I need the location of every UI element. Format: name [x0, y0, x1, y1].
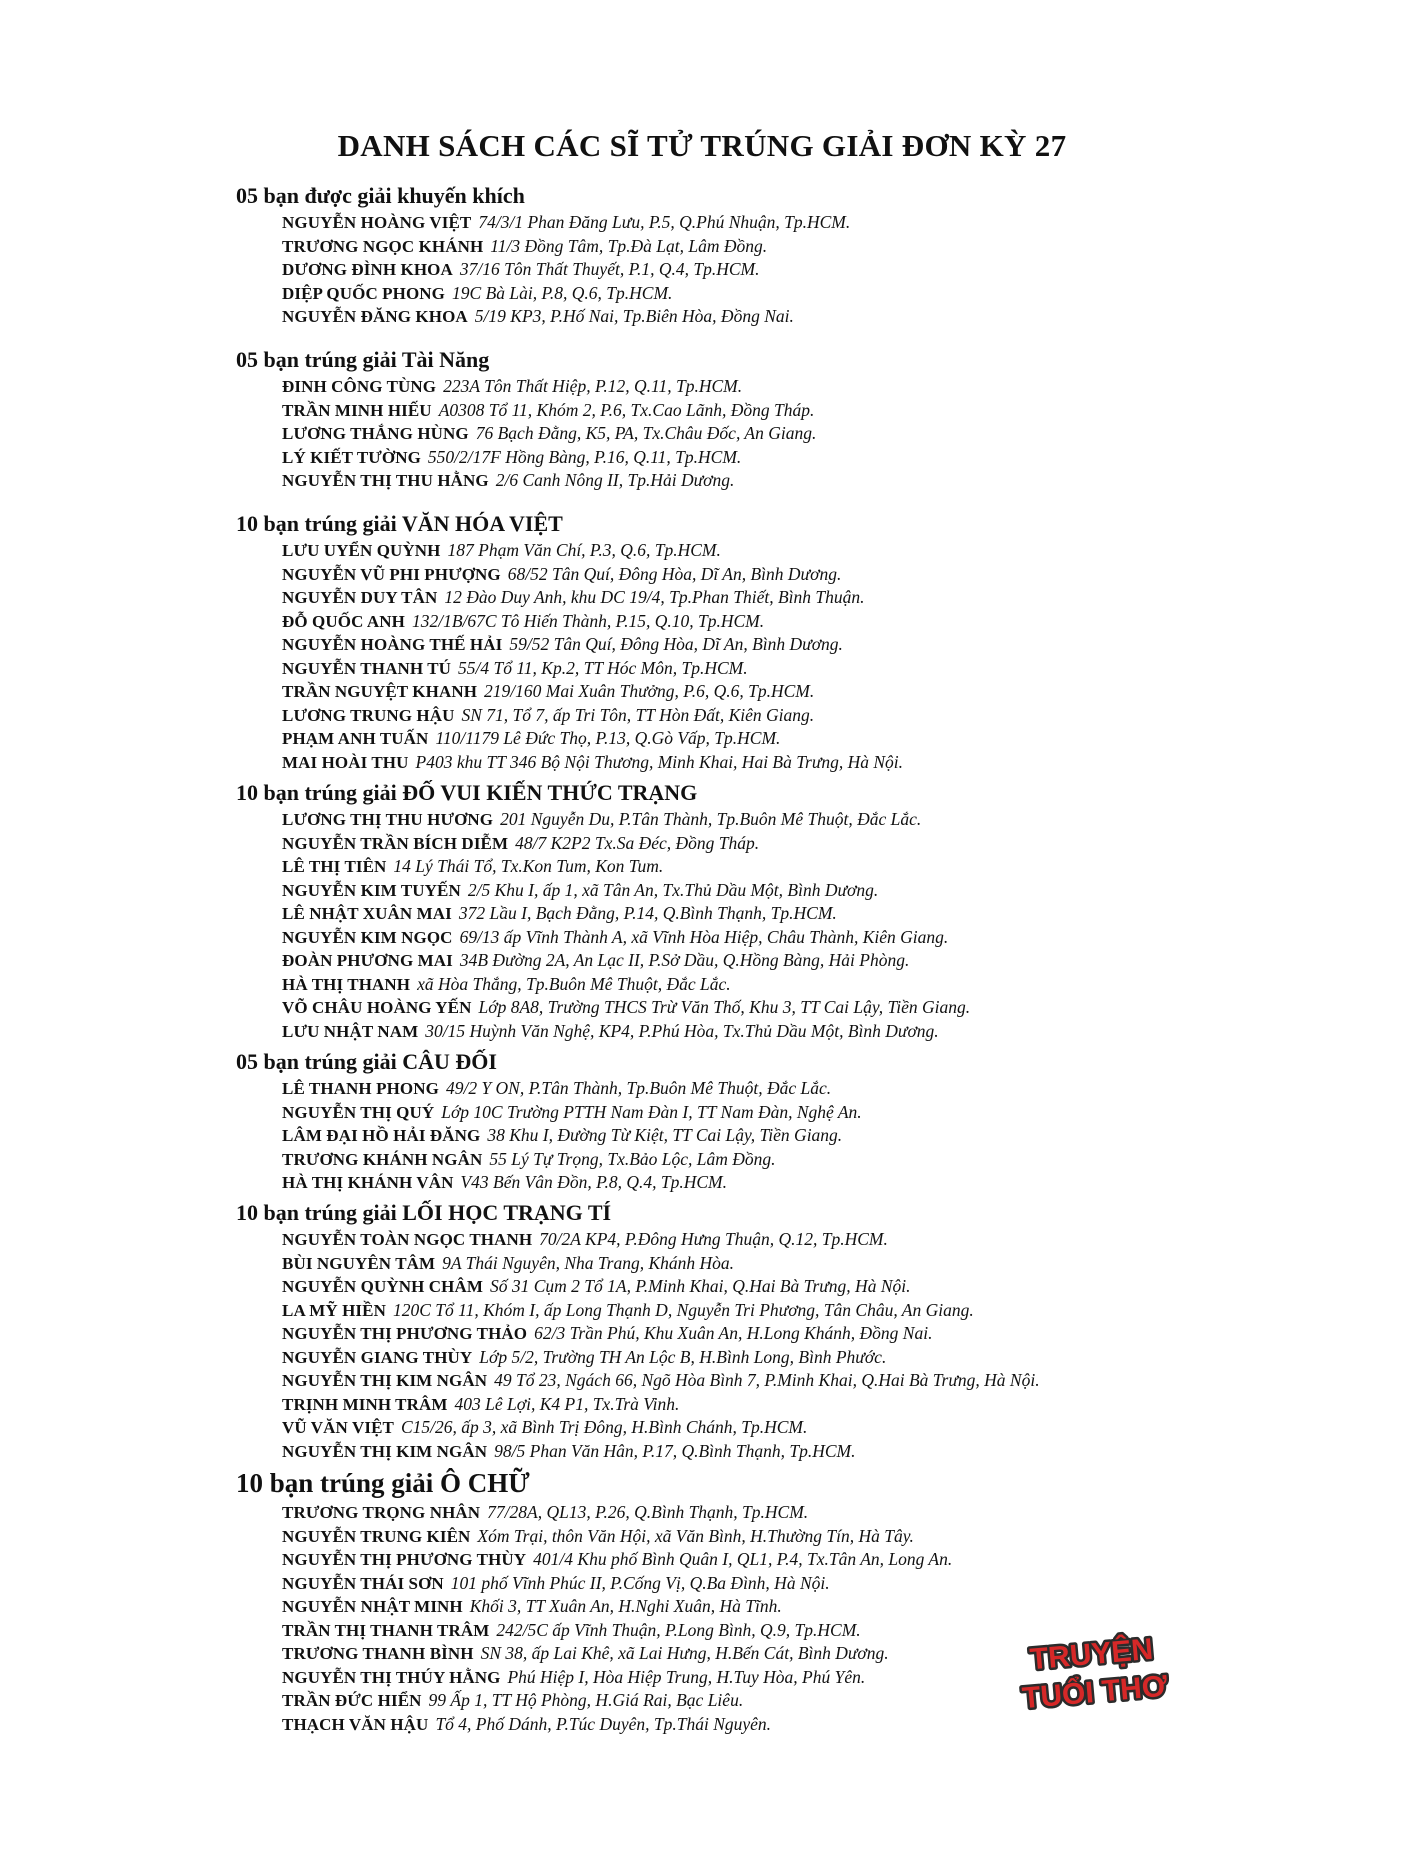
- winner-address: A0308 Tổ 11, Khóm 2, P.6, Tx.Cao Lãnh, Đồng Tháp.: [438, 399, 815, 420]
- winner-name: LƯƠNG THẮNG HÙNG: [282, 424, 469, 443]
- winner-address: 219/160 Mai Xuân Thưởng, P.6, Q.6, Tp.HCM.: [484, 681, 815, 701]
- winner-name: LƯƠNG TRUNG HẬU: [282, 705, 455, 725]
- winner-name: BÙI NGUYÊN TÂM: [282, 1253, 436, 1273]
- winner-name: NGUYỄN THỊ PHƯƠNG THẢO: [282, 1324, 528, 1343]
- winner-name: TRƯƠNG TRỌNG NHÂN: [282, 1503, 481, 1522]
- winner-name: NGUYỄN HOÀNG VIỆT: [282, 213, 472, 232]
- section-heading: 05 bạn được giải khuyến khích: [236, 183, 525, 208]
- winner-entry: [236, 973, 1236, 997]
- winner-address: 101 phố Vĩnh Phúc II, P.Cống Vị, Q.Ba Đình, Hà Nội.: [450, 1572, 830, 1593]
- winner-address: Phú Hiệp I, Hòa Hiệp Trung, H.Tuy Hòa, Phú Yên.: [507, 1666, 866, 1687]
- winner-entry: [236, 539, 1236, 563]
- winner-entry: [236, 902, 1236, 926]
- winner-entry: [236, 1299, 1236, 1323]
- winner-address: 5/19 KP3, P.Hố Nai, Tp.Biên Hòa, Đồng Nai.: [474, 306, 794, 326]
- winner-address: Lớp 8A8, Trường THCS Trừ Văn Thố, Khu 3, TT Cai Lậy, Tiền Giang.: [478, 997, 971, 1017]
- winner-name: TRẦN ĐỨC HIỂN: [282, 1691, 422, 1710]
- winner-address: 68/52 Tân Quí, Đông Hòa, Dĩ An, Bình Dương.: [507, 563, 842, 584]
- winner-address: C15/26, ấp 3, xã Bình Trị Đông, H.Bình Chánh, Tp.HCM.: [400, 1417, 808, 1437]
- winner-name: TRẦN THỊ THANH TRÂM: [282, 1620, 490, 1640]
- winner-address: V43 Bến Vân Đồn, P.8, Q.4, Tp.HCM.: [460, 1172, 728, 1192]
- winner-name: TRẦN NGUYỆT KHANH: [282, 682, 478, 701]
- winner-address: 76 Bạch Đằng, K5, PA, Tx.Châu Đốc, An Giang.: [475, 423, 817, 443]
- winner-name: NGUYỄN DUY TÂN: [282, 588, 438, 607]
- winner-name: TRƯƠNG THANH BÌNH: [282, 1644, 474, 1663]
- winner-name: LÊ THANH PHONG: [282, 1079, 439, 1098]
- winner-name: VŨ VĂN VIỆT: [282, 1418, 394, 1437]
- section-heading: 10 bạn trúng giải VĂN HÓA VIỆT: [236, 511, 563, 536]
- winner-address: 70/2A KP4, P.Đông Hưng Thuận, Q.12, Tp.HCM.: [539, 1229, 888, 1249]
- winner-entry: [236, 751, 1236, 775]
- winner-address: Lớp 5/2, Trường TH An Lộc B, H.Bình Long, Bình Phước.: [479, 1346, 887, 1367]
- winner-entry: [236, 446, 1236, 470]
- section-cau-doi: [236, 1047, 1236, 1195]
- winner-entry: [236, 258, 1236, 282]
- winner-name: DƯƠNG ĐÌNH KHOA: [282, 260, 453, 279]
- winner-address: 98/5 Phan Văn Hân, P.17, Q.Bình Thạnh, Tp.HCM.: [494, 1440, 856, 1461]
- section-heading: 10 bạn trúng giải LỐI HỌC TRẠNG TÍ: [236, 1200, 612, 1225]
- winner-entry: [236, 1440, 1236, 1464]
- winner-entry: [236, 1124, 1236, 1148]
- winner-entry: [236, 1346, 1236, 1370]
- winner-entry: [236, 1275, 1236, 1299]
- winner-name: LÊ NHẬT XUÂN MAI: [282, 904, 452, 923]
- winner-name: LƯU NHẬT NAM: [282, 1021, 419, 1041]
- winner-entry: [236, 586, 1236, 610]
- winner-name: NGUYỄN THỊ PHƯƠNG THÙY: [282, 1550, 527, 1569]
- winner-entry: [236, 469, 1236, 493]
- winner-address: Số 31 Cụm 2 Tổ 1A, P.Minh Khai, Q.Hai Bà Trưng, Hà Nội.: [489, 1276, 911, 1296]
- winner-name: NGUYỄN THỊ KIM NGÂN: [282, 1441, 488, 1461]
- winner-entry: [236, 808, 1236, 832]
- winner-entry: [236, 1322, 1236, 1346]
- winner-address: 2/6 Canh Nông II, Tp.Hải Dương.: [495, 470, 735, 490]
- winner-name: NGUYỄN THỊ KIM NGÂN: [282, 1371, 488, 1390]
- winner-address: 132/1B/67C Tô Hiến Thành, P.15, Q.10, Tp.HCM.: [411, 610, 765, 631]
- winner-address: SN 71, Tổ 7, ấp Tri Tôn, TT Hòn Đất, Kiên Giang.: [461, 704, 815, 725]
- winner-name: ĐOÀN PHƯƠNG MAI: [282, 951, 453, 970]
- winner-entry: [236, 1393, 1236, 1417]
- page-title: DANH SÁCH CÁC SĨ TỬ TRÚNG GIẢI ĐƠN KỲ 27: [337, 128, 1067, 163]
- winner-entry: [236, 1077, 1236, 1101]
- winner-address: Lớp 10C Trường PTTH Nam Đàn I, TT Nam Đàn, Nghệ An.: [441, 1101, 862, 1122]
- winner-entry: [236, 727, 1236, 751]
- winner-name: THẠCH VĂN HẬU: [282, 1714, 429, 1734]
- winner-address: 120C Tổ 11, Khóm I, ấp Long Thạnh D, Nguyễn Tri Phương, Tân Châu, An Giang.: [392, 1299, 974, 1320]
- winner-name: NGUYỄN ĐĂNG KHOA: [282, 307, 468, 326]
- section-heading: 10 bạn trúng giải ĐỐ VUI KIẾN THỨC TRẠNG: [236, 780, 698, 805]
- winner-name: NGUYỄN KIM NGỌC: [282, 927, 453, 947]
- winner-name: PHẠM ANH TUẤN: [282, 729, 429, 748]
- winner-name: TRỊNH MINH TRÂM: [282, 1394, 448, 1414]
- winner-address: 401/4 Khu phố Bình Quân I, QL1, P.4, Tx.Tân An, Long An.: [533, 1549, 953, 1569]
- winner-entry: [236, 375, 1236, 399]
- winner-name: MAI HOÀI THU: [282, 752, 409, 772]
- winner-name: HÀ THỊ KHÁNH VÂN: [282, 1173, 454, 1192]
- winner-name: LƯƠNG THỊ THU HƯƠNG: [282, 810, 494, 829]
- winner-name: LÊ THỊ TIÊN: [282, 857, 387, 876]
- winner-name: NGUYỄN THỊ THU HẰNG: [282, 471, 489, 490]
- winner-address: 48/7 K2P2 Tx.Sa Đéc, Đồng Tháp.: [515, 832, 760, 853]
- winner-address: Khối 3, TT Xuân An, H.Nghi Xuân, Hà Tĩnh.: [469, 1596, 782, 1616]
- winner-entry: [236, 1416, 1236, 1440]
- section-van-hoa-viet: [236, 509, 1236, 774]
- truyen-tuoi-tho-logo: [1004, 1621, 1181, 1723]
- logo-line1: TRUYỆN: [1028, 1632, 1155, 1677]
- winner-entry: [236, 1101, 1236, 1125]
- winner-address: 201 Nguyễn Du, P.Tân Thành, Tp.Buôn Mê Thuột, Đắc Lắc.: [500, 809, 922, 829]
- winner-name: ĐỖ QUỐC ANH: [282, 611, 405, 631]
- winner-entry: [236, 1148, 1236, 1172]
- winner-name: NGUYỄN THÁI SƠN: [282, 1573, 444, 1593]
- winner-name: NGUYỄN TOÀN NGỌC THANH: [282, 1230, 533, 1249]
- winner-name: NGUYỄN THỊ THÚY HẰNG: [282, 1667, 501, 1687]
- winner-name: NGUYỄN VŨ PHI PHƯỢNG: [282, 564, 501, 584]
- winner-name: NGUYỄN THỊ QUÝ: [282, 1102, 435, 1122]
- winner-name: ĐINH CÔNG TÙNG: [282, 377, 437, 396]
- winner-name: NGUYỄN TRUNG KIÊN: [282, 1526, 471, 1546]
- winner-entry: [236, 1525, 1236, 1549]
- winner-entry: [236, 1501, 1236, 1525]
- winner-entry: [236, 1171, 1236, 1195]
- winner-address: 550/2/17F Hồng Bàng, P.16, Q.11, Tp.HCM.: [427, 446, 742, 467]
- winner-entry: [236, 1595, 1236, 1619]
- winner-address: 187 Phạm Văn Chí, P.3, Q.6, Tp.HCM.: [447, 540, 721, 560]
- winner-address: 37/16 Tôn Thất Thuyết, P.1, Q.4, Tp.HCM.: [459, 259, 760, 279]
- section-heading: 05 bạn trúng giải Tài Năng: [236, 347, 490, 372]
- winner-name: TRƯƠNG KHÁNH NGÂN: [282, 1149, 483, 1169]
- winner-address: 55 Lý Tự Trọng, Tx.Bảo Lộc, Lâm Đồng.: [489, 1148, 776, 1169]
- winner-address: 74/3/1 Phan Đăng Lưu, P.5, Q.Phú Nhuận, Tp.HCM.: [478, 212, 851, 232]
- winner-address: 242/5C ấp Vĩnh Thuận, P.Long Bình, Q.9, Tp.HCM.: [496, 1619, 861, 1640]
- winner-entry: [236, 1548, 1236, 1572]
- winner-entry: [236, 1020, 1236, 1044]
- section-khuyen-khich: [236, 181, 1236, 329]
- winner-address: 14 Lý Thái Tổ, Tx.Kon Tum, Kon Tum.: [393, 856, 664, 876]
- winner-address: 59/52 Tân Quí, Đông Hòa, Dĩ An, Bình Dương.: [509, 634, 843, 654]
- winner-address: 69/13 ấp Vĩnh Thành A, xã Vĩnh Hòa Hiệp, Châu Thành, Kiên Giang.: [459, 926, 949, 947]
- winner-address: 9A Thái Nguyên, Nha Trang, Khánh Hòa.: [442, 1252, 735, 1273]
- logo-line2: TUỔI THƠ: [1020, 1669, 1169, 1716]
- winner-address: 49 Tổ 23, Ngách 66, Ngõ Hòa Bình 7, P.Minh Khai, Q.Hai Bà Trưng, Hà Nội.: [494, 1370, 1040, 1390]
- winner-name: NGUYỄN KIM TUYẾN: [282, 880, 461, 900]
- winner-name: LƯU UYỂN QUỲNH: [282, 541, 441, 560]
- winner-name: LA MỸ HIỀN: [282, 1300, 386, 1320]
- winner-address: 55/4 Tổ 11, Kp.2, TT Hóc Môn, Tp.HCM.: [458, 657, 748, 678]
- winner-name: LÂM ĐẠI HỒ HẢI ĐĂNG: [282, 1126, 481, 1145]
- winner-name: TRƯƠNG NGỌC KHÁNH: [282, 236, 484, 256]
- winner-name: HÀ THỊ THANH: [282, 974, 411, 994]
- winner-address: 2/5 Khu I, ấp 1, xã Tân An, Tx.Thủ Dầu Một, Bình Dương.: [467, 879, 879, 900]
- winner-name: DIỆP QUỐC PHONG: [282, 283, 446, 303]
- winner-entry: [236, 949, 1236, 973]
- winner-entry: [236, 563, 1236, 587]
- winner-entry: [236, 1228, 1236, 1252]
- winner-address: 403 Lê Lợi, K4 P1, Tx.Trà Vinh.: [454, 1393, 680, 1414]
- winner-address: 19C Bà Lài, P.8, Q.6, Tp.HCM.: [452, 282, 673, 303]
- winner-name: TRẦN MINH HIẾU: [282, 400, 432, 420]
- winner-entry: [236, 610, 1236, 634]
- winner-name: VÕ CHÂU HOÀNG YẾN: [282, 998, 472, 1017]
- winner-address: 77/28A, QL13, P.26, Q.Bình Thạnh, Tp.HCM.: [487, 1502, 809, 1522]
- winner-entry: [236, 633, 1236, 657]
- winner-entry: [236, 855, 1236, 879]
- winner-address: 62/3 Trần Phú, Khu Xuân An, H.Long Khánh, Đồng Nai.: [534, 1323, 933, 1343]
- winner-entry: [236, 657, 1236, 681]
- section-loi-hoc-trang-ti: [236, 1198, 1236, 1463]
- winner-name: NGUYỄN QUỲNH CHÂM: [282, 1277, 483, 1296]
- section-tai-nang: [236, 345, 1236, 493]
- winner-entry: [236, 704, 1236, 728]
- winner-address: xã Hòa Thắng, Tp.Buôn Mê Thuột, Đắc Lắc.: [417, 973, 731, 994]
- winner-entry: [236, 680, 1236, 704]
- winner-entry: [236, 879, 1236, 903]
- section-heading: 05 bạn trúng giải CÂU ĐỐI: [236, 1049, 497, 1074]
- winner-name: NGUYỄN TRẦN BÍCH DIỄM: [282, 833, 509, 853]
- winner-entry: [236, 211, 1236, 235]
- winner-name: NGUYỄN GIANG THÙY: [282, 1347, 473, 1367]
- winner-name: NGUYỄN THANH TÚ: [282, 658, 452, 678]
- winner-address: Tổ 4, Phố Dánh, P.Túc Duyên, Tp.Thái Nguyên.: [435, 1713, 772, 1734]
- winner-name: LÝ KIẾT TƯỜNG: [282, 447, 421, 467]
- winner-address: SN 38, ấp Lai Khê, xã Lai Hưng, H.Bến Cát, Bình Dương.: [480, 1643, 889, 1663]
- winner-entry: [236, 996, 1236, 1020]
- winner-address: 99 Ấp 1, TT Hộ Phòng, H.Giá Rai, Bạc Liêu.: [428, 1690, 744, 1710]
- winner-address: 223A Tôn Thất Hiệp, P.12, Q.11, Tp.HCM.: [443, 376, 743, 396]
- winner-address: 49/2 Y ON, P.Tân Thành, Tp.Buôn Mê Thuột, Đắc Lắc.: [445, 1078, 832, 1098]
- winner-name: NGUYỄN NHẬT MINH: [282, 1597, 463, 1616]
- winner-address: 372 Lầu I, Bạch Đằng, P.14, Q.Bình Thạnh, Tp.HCM.: [458, 903, 837, 923]
- winner-entry: [236, 422, 1236, 446]
- winner-address: Xóm Trại, thôn Văn Hội, xã Văn Bình, H.Thường Tín, Hà Tây.: [477, 1525, 914, 1546]
- winner-entry: [236, 235, 1236, 259]
- winner-entry: [236, 926, 1236, 950]
- winner-entry: [236, 399, 1236, 423]
- winner-entry: [236, 282, 1236, 306]
- winner-entry: [236, 1572, 1236, 1596]
- winner-address: 38 Khu I, Đường Từ Kiệt, TT Cai Lậy, Tiền Giang.: [487, 1125, 843, 1145]
- winner-address: 12 Đào Duy Anh, khu DC 19/4, Tp.Phan Thiết, Bình Thuận.: [444, 587, 865, 607]
- winner-entry: [236, 1252, 1236, 1276]
- winner-entry: [236, 305, 1236, 329]
- winner-address: 11/3 Đồng Tâm, Tp.Đà Lạt, Lâm Đồng.: [490, 235, 768, 256]
- section-do-vui-kien-thuc-trang: [236, 778, 1236, 1043]
- section-heading: 10 bạn trúng giải Ô CHỮ: [236, 1468, 530, 1498]
- winner-address: 34B Đường 2A, An Lạc II, P.Sở Dầu, Q.Hồng Bàng, Hải Phòng.: [459, 950, 910, 970]
- winner-address: P403 khu TT 346 Bộ Nội Thương, Minh Khai, Hai Bà Trưng, Hà Nội.: [415, 751, 904, 772]
- winner-name: NGUYỄN HOÀNG THẾ HẢI: [282, 635, 503, 654]
- winner-entry: [236, 832, 1236, 856]
- winner-address: 30/15 Huỳnh Văn Nghệ, KP4, P.Phú Hòa, Tx.Thủ Dầu Một, Bình Dương.: [425, 1020, 939, 1041]
- winner-address: 110/1179 Lê Đức Thọ, P.13, Q.Gò Vấp, Tp.HCM.: [435, 728, 781, 748]
- winner-entry: [236, 1369, 1236, 1393]
